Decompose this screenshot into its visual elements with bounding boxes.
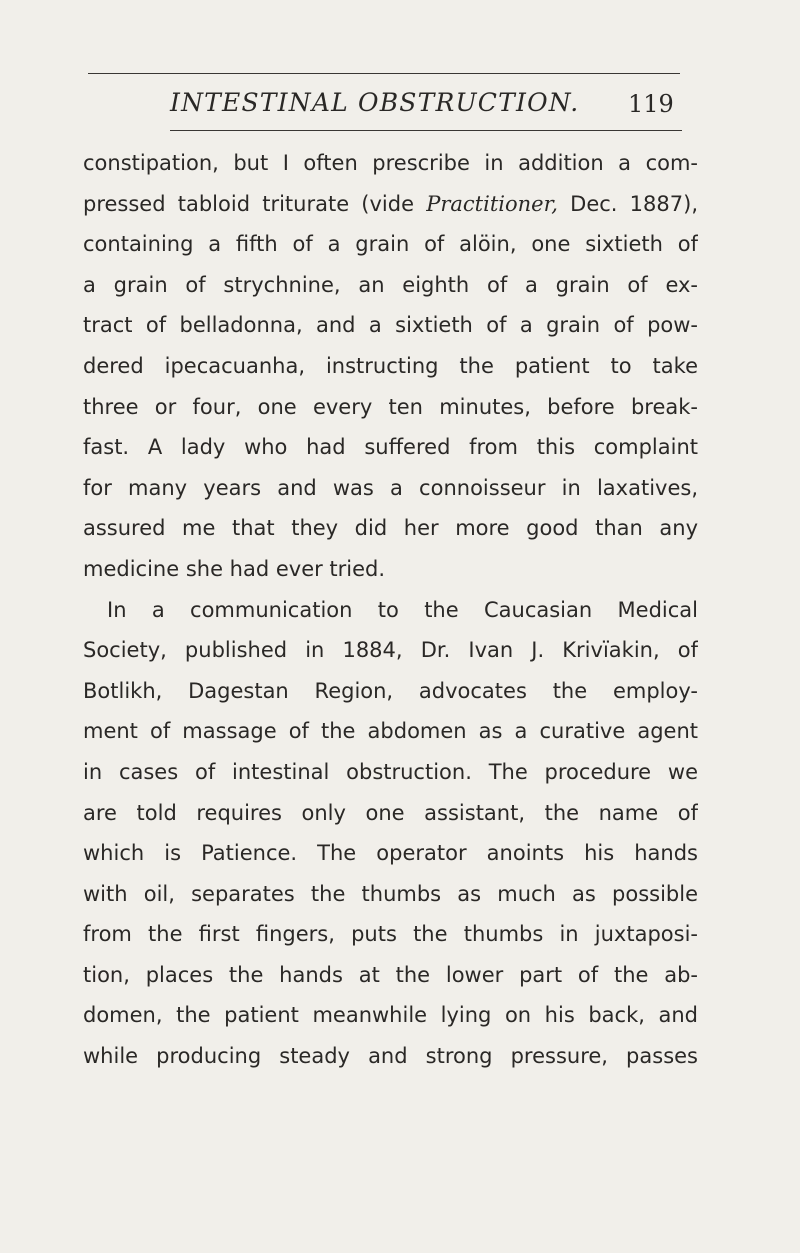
text-line: constipation, but I often prescribe in addition a com- [83,151,698,175]
citation-title: Practitioner, [426,191,558,216]
text-line: tion, places the hands at the lower part of the ab- [83,962,698,987]
text-line: which is Patience. The operator anoints his hands [83,841,698,866]
text-line: while producing steady and strong pressure, passes [83,1044,698,1069]
running-title: INTESTINAL OBSTRUCTION. [170,88,580,117]
text-line: Society, published in 1884, Dr. Ivan J. Krivïakin, of [83,638,698,663]
text-line: dered ipecacuanha, instructing the patient to take [83,353,698,378]
running-head [170,88,710,124]
header-rule-top [88,73,680,74]
text-line: tract of belladonna, and a sixtieth of a grain of pow- [83,313,698,338]
text-line: fast. A lady who had suffered from this complaint [83,435,698,460]
text-line: Botlikh, Dagestan Region, advocates the employ- [83,678,698,703]
text-fragment: pressed tabloid triturate (vide [83,191,427,216]
text-line: for many years and was a connoisseur in laxatives, [83,475,698,500]
header-rule-bottom [170,130,682,131]
text-line: three or four, one every ten minutes, before break- [83,394,698,419]
text-line [83,184,698,225]
text-line: with oil, separates the thumbs as much as possible [83,881,698,906]
text-line: from the first fingers, puts the thumbs in juxtaposi- [83,922,698,947]
body-text [83,143,698,1077]
text-line: domen, the patient meanwhile lying on his back, and [83,1003,698,1028]
text-line: medicine she had ever tried. [83,556,386,581]
text-fragment: Dec. 1887), [557,191,698,216]
text-line: In a communication to the Caucasian Medical [107,597,698,622]
text-line: are told requires only one assistant, the name of [83,800,698,825]
text-line: containing a fifth of a grain of alöin, one sixtieth of [83,232,698,257]
page-number: 119 [628,90,674,118]
text-line: ment of massage of the abdomen as a curative agent [83,719,698,744]
text-line: assured me that they did her more good than any [83,516,698,541]
text-line: a grain of strychnine, an eighth of a grain of ex- [83,272,698,297]
text-line: in cases of intestinal obstruction. The procedure we [83,759,698,784]
